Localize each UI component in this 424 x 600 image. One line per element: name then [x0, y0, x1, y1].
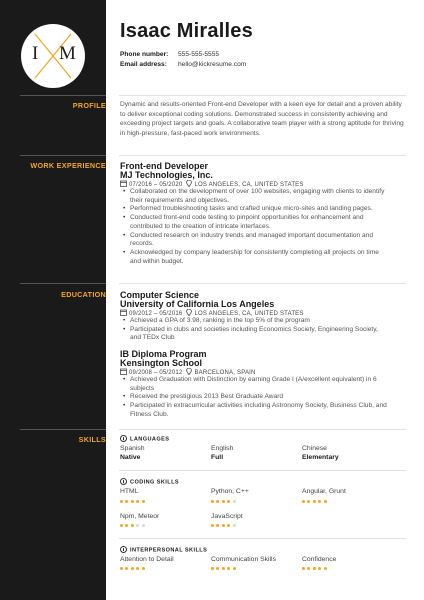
section-divider-left — [20, 95, 106, 96]
education-title: Computer Science — [120, 290, 200, 300]
location-pin-icon — [186, 180, 192, 187]
rating-dot — [211, 567, 214, 570]
education-title: IB Diploma Program — [120, 349, 207, 359]
location-pin-icon — [186, 368, 192, 375]
rating-dot — [142, 567, 145, 570]
skill-rating — [120, 567, 147, 571]
skill-name: Attention to Detail — [120, 556, 174, 563]
education-location: BARCELONA, SPAIN — [194, 370, 256, 376]
list-item: • Collaborated on the development of over 100 websites, engaging with clients to identify their requirements and objectives. — [120, 188, 390, 205]
info-icon — [120, 478, 127, 485]
skills-heading-interpersonal — [120, 546, 207, 555]
rating-dot — [302, 500, 305, 503]
skill-name: Angular, Grunt — [302, 488, 346, 495]
skill-rating — [302, 500, 329, 504]
calendar-icon — [120, 180, 127, 187]
list-item: • Received the prestigious 2013 Best Graduate Award — [120, 393, 390, 402]
rating-dot — [302, 567, 305, 570]
phone-value: 555-555-5555 — [178, 51, 220, 58]
initial-first: I — [32, 43, 39, 64]
section-divider-left — [20, 155, 106, 156]
phone-row — [120, 51, 219, 58]
job-dates: 07/2016 – 05/2020 — [129, 182, 183, 188]
section-divider-left — [20, 283, 106, 284]
rating-dot — [222, 567, 225, 570]
rating-dot — [136, 500, 139, 503]
rating-dot — [222, 524, 225, 527]
rating-dot — [131, 524, 134, 527]
rating-dot — [313, 567, 316, 570]
rating-dot — [318, 567, 321, 570]
education-school: Kensington School — [120, 358, 202, 368]
email-label: Email address: — [120, 61, 167, 68]
section-divider-right — [119, 155, 406, 156]
info-icon — [120, 546, 127, 553]
skill-name: Npm, Meteor — [120, 513, 160, 520]
skill-rating — [302, 567, 329, 571]
calendar-icon — [120, 309, 127, 316]
subsection-divider — [119, 538, 406, 539]
rating-dot — [120, 500, 123, 503]
rating-dot — [216, 524, 219, 527]
rating-dot — [125, 524, 128, 527]
sidebar — [0, 0, 106, 600]
rating-dot — [125, 500, 128, 503]
job-title: Front-end Developer — [120, 161, 209, 171]
email-value[interactable]: hello@kickresume.com — [178, 61, 247, 68]
rating-dot — [211, 500, 214, 503]
rating-dot — [233, 500, 236, 503]
rating-dot — [125, 567, 128, 570]
section-divider-right — [119, 429, 406, 430]
language-level: Elementary — [302, 454, 339, 461]
job-company: MJ Technologies, Inc. — [120, 170, 213, 180]
initial-last: M — [59, 43, 76, 64]
rating-dot — [324, 567, 327, 570]
skills-heading-text: LANGUAGES — [130, 436, 170, 443]
skill-rating — [211, 524, 238, 528]
language-level: Native — [120, 454, 141, 461]
skill-name: Confidence — [302, 556, 337, 563]
education-dates: 09/2008 – 05/2012 — [129, 370, 183, 376]
rating-dot — [227, 567, 230, 570]
skills-heading-text: INTERPERSONAL SKILLS — [130, 547, 208, 554]
skills-heading-languages — [120, 435, 169, 444]
job-location: LOS ANGELES, CA, UNITED STATES — [194, 182, 304, 188]
rating-dot — [131, 567, 134, 570]
section-divider-left — [20, 429, 106, 430]
rating-dot — [318, 500, 321, 503]
avatar-monogram — [21, 24, 85, 88]
section-label-education: EDUCATION — [61, 290, 106, 299]
rating-dot — [131, 500, 134, 503]
rating-dot — [227, 524, 230, 527]
education-bullet-list — [120, 376, 390, 420]
calendar-icon — [120, 368, 127, 375]
profile-summary: Dynamic and results-oriented Front-end Developer with a keen eye for detail and a proven ability to deliver exceptional coding solutions. Demonstrated success in consistently achieving and exceeding project targets and goals. A collaborative team player with a strong aptitude for thriving in high-pressure, fast-paced work environments. — [120, 101, 404, 137]
candidate-name: Isaac Miralles — [120, 20, 253, 42]
list-item: • Participated in clubs and societies including Economics Society, Engineering Society, and TEDx Club — [120, 326, 390, 343]
education-location: LOS ANGELES, CA, UNITED STATES — [194, 311, 304, 317]
language-name: Chinese — [302, 445, 327, 452]
section-label-skills: SKILLS — [78, 435, 106, 444]
rating-dot — [222, 500, 225, 503]
skills-heading-coding — [120, 478, 179, 487]
skill-name: Python, C++ — [211, 488, 249, 495]
rating-dot — [142, 524, 145, 527]
list-item: • Conducted research on industry trends and managed important documentation and records. — [120, 232, 390, 249]
skill-rating — [211, 567, 238, 571]
list-item: • Achieved a GPA of 3.98, ranking in the top 5% of the program — [120, 317, 390, 326]
rating-dot — [307, 567, 310, 570]
rating-dot — [136, 524, 139, 527]
rating-dot — [216, 500, 219, 503]
skill-name: Communication Skills — [211, 556, 276, 563]
skill-rating — [120, 524, 147, 528]
skill-rating — [211, 500, 238, 504]
language-name: English — [211, 445, 234, 452]
section-label-profile: PROFILE — [72, 101, 106, 110]
rating-dot — [216, 567, 219, 570]
rating-dot — [120, 524, 123, 527]
rating-dot — [136, 567, 139, 570]
section-divider-right — [119, 283, 406, 284]
list-item: • Acknowledged by company leadership for consistently completing all projects on time and within budget. — [120, 249, 390, 266]
language-name: Spanish — [120, 445, 145, 452]
rating-dot — [120, 567, 123, 570]
subsection-divider — [119, 470, 406, 471]
rating-dot — [307, 500, 310, 503]
list-item: • Conducted front-end code testing to pinpoint opportunities for enhancement and contributed to the creation of intricate interfaces. — [120, 214, 390, 231]
education-school: University of California Los Angeles — [120, 299, 275, 309]
language-level: Full — [211, 454, 224, 461]
rating-dot — [227, 500, 230, 503]
list-item: • Participated in extracurricular activities including Astronomy Society, Business Club, and Fitness Club. — [120, 402, 390, 419]
rating-dot — [211, 524, 214, 527]
phone-label: Phone number: — [120, 51, 169, 58]
skill-name: HTML — [120, 488, 139, 495]
rating-dot — [233, 567, 236, 570]
rating-dot — [324, 500, 327, 503]
skills-heading-text: CODING SKILLS — [130, 479, 180, 486]
info-icon — [120, 435, 127, 442]
rating-dot — [233, 524, 236, 527]
section-divider-right — [119, 95, 406, 96]
education-bullet-list — [120, 317, 390, 343]
section-label-work-experience: WORK EXPERIENCE — [30, 161, 106, 170]
location-pin-icon — [186, 309, 192, 316]
email-row — [120, 61, 246, 68]
rating-dot — [313, 500, 316, 503]
rating-dot — [142, 500, 145, 503]
skill-rating — [120, 500, 147, 504]
list-item: • Achieved Graduation with Distinction by earning Grade I (A/excellent equivalent) in 6 subjects — [120, 376, 390, 393]
job-bullet-list — [120, 188, 390, 266]
skill-name: JavaScript — [211, 513, 243, 520]
education-dates: 09/2012 – 05/2016 — [129, 311, 183, 317]
list-item: • Performed troubleshooting tasks and crafted unique micro-sites and landing pages. — [120, 205, 390, 214]
